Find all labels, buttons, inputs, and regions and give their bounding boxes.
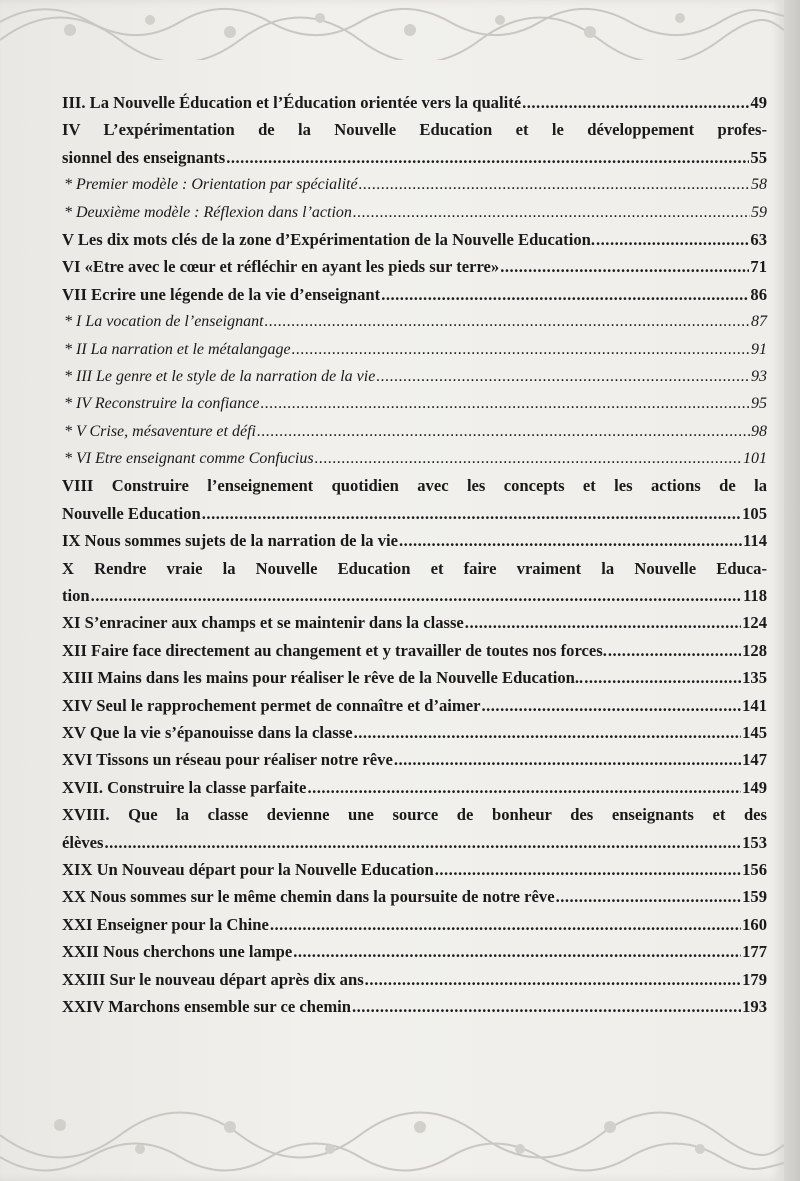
toc-entry-title: VI «Etre avec le cœur et réfléchir en ayant les pieds sur terre» xyxy=(62,257,500,277)
toc-page-number: 124 xyxy=(742,613,767,633)
dot-leader xyxy=(257,418,750,445)
toc-entry xyxy=(62,664,767,691)
toc-subentry xyxy=(62,308,767,335)
toc-entry-title: élèves xyxy=(62,832,104,852)
page-edge xyxy=(784,0,800,1181)
dot-leader xyxy=(270,911,741,938)
toc-page-number: 98 xyxy=(751,422,767,440)
dot-leader xyxy=(315,445,742,472)
table-of-contents xyxy=(62,89,767,1020)
dot-leader xyxy=(481,692,741,719)
toc-page-number: 49 xyxy=(750,93,767,112)
toc-entry-title: IV L’expérimentation de la Nouvelle Education et le développement profes- xyxy=(62,120,767,140)
dot-leader xyxy=(91,582,742,609)
dot-leader xyxy=(265,308,750,335)
toc-page-number: 59 xyxy=(751,203,767,221)
toc-entry-title: V Les dix mots clés de la zone d’Expérimentation de la Nouvelle Education. xyxy=(62,229,595,249)
toc-entry-title: Nouvelle Education xyxy=(62,503,201,523)
dot-leader xyxy=(584,664,741,691)
toc-page-number: 91 xyxy=(751,340,767,358)
toc-entry-title: sionnel des enseignants xyxy=(62,147,226,167)
toc-entry xyxy=(62,226,767,253)
toc-entry-title: XX Nous sommes sur le même chemin dans la poursuite de notre rêve xyxy=(62,887,555,907)
toc-entry-title: XIII Mains dans les mains pour réaliser le rêve de la Nouvelle Education.. xyxy=(62,668,584,688)
toc-entry xyxy=(62,801,767,828)
toc-page-number: 105 xyxy=(742,503,767,523)
dot-leader xyxy=(596,226,749,253)
toc-entry xyxy=(62,637,767,664)
toc-page-number: 153 xyxy=(742,832,767,852)
toc-entry xyxy=(62,746,767,773)
toc-entry-title: XVI Tissons un réseau pour réaliser notre rêve xyxy=(62,750,393,770)
toc-entry-title: * IV Reconstruire la confiance xyxy=(64,395,260,413)
toc-page-number: 156 xyxy=(742,859,767,879)
toc-subentry xyxy=(62,445,767,472)
toc-entry xyxy=(62,883,767,910)
toc-subentry xyxy=(62,199,767,226)
toc-entry xyxy=(62,555,767,582)
dot-leader xyxy=(365,966,741,993)
toc-entry xyxy=(62,281,767,308)
dot-leader xyxy=(353,199,750,226)
toc-page-number: 177 xyxy=(742,942,767,962)
toc-entry-title: * Deuxième modèle : Réflexion dans l’action xyxy=(64,203,352,221)
toc-entry xyxy=(62,829,767,856)
toc-entry xyxy=(62,527,767,554)
toc-entry-title: * II La narration et le métalangage xyxy=(64,340,291,358)
toc-page-number: 160 xyxy=(742,914,767,934)
dot-leader xyxy=(226,144,749,171)
toc-entry-title: * III Le genre et le style de la narration de la vie xyxy=(64,367,376,385)
toc-entry-title: * Premier modèle : Orientation par spécialité xyxy=(64,176,358,194)
toc-entry-title: XIX Un Nouveau départ pour la Nouvelle Education xyxy=(62,859,434,879)
toc-entry xyxy=(62,966,767,993)
toc-page-number: 71 xyxy=(750,257,767,277)
toc-page-number: 63 xyxy=(750,229,767,249)
dot-leader xyxy=(465,609,741,636)
toc-entry-title: tion xyxy=(62,586,90,606)
dot-leader xyxy=(394,746,741,773)
toc-page-number: 86 xyxy=(750,284,767,304)
toc-entry xyxy=(62,582,767,609)
dot-leader xyxy=(522,89,749,116)
toc-entry-title: III. La Nouvelle Éducation et l’Éducation orientée vers la qualité xyxy=(62,93,522,112)
toc-page-number: 179 xyxy=(742,969,767,989)
toc-page-number: 118 xyxy=(743,586,767,606)
toc-entry-title: X Rendre vraie la Nouvelle Education et faire vraiment la Nouvelle Educa- xyxy=(62,558,767,578)
dot-leader xyxy=(376,363,750,390)
dot-leader xyxy=(104,829,741,856)
toc-entry-title: XI S’enraciner aux champs et se maintenir dans la classe xyxy=(62,613,464,633)
toc-page-number: 58 xyxy=(751,176,767,194)
toc-entry xyxy=(62,253,767,280)
dot-leader xyxy=(556,883,742,910)
toc-page-number: 114 xyxy=(743,531,767,551)
toc-entry-title: VII Ecrire une légende de la vie d’enseignant xyxy=(62,284,381,304)
toc-page-number: 101 xyxy=(743,450,767,468)
toc-entry xyxy=(62,993,767,1020)
toc-page-number: 128 xyxy=(742,640,767,660)
toc-page-number: 159 xyxy=(742,887,767,907)
toc-entry xyxy=(62,938,767,965)
dot-leader xyxy=(307,774,741,801)
toc-entry xyxy=(62,472,767,499)
toc-entry-title: XVII. Construire la classe parfaite xyxy=(62,777,307,797)
toc-entry-title: IX Nous sommes sujets de la narration de la vie xyxy=(62,531,399,551)
toc-entry xyxy=(62,89,767,116)
toc-entry xyxy=(62,856,767,883)
dot-leader xyxy=(399,527,742,554)
toc-entry xyxy=(62,500,767,527)
toc-page-number: 93 xyxy=(751,367,767,385)
toc-entry-title: XII Faire face directement au changement et y travailler de toutes nos forces. xyxy=(62,640,607,660)
toc-subentry xyxy=(62,363,767,390)
dot-leader xyxy=(202,500,741,527)
toc-page-number: 87 xyxy=(751,313,767,331)
toc-entry-title: XV Que la vie s’épanouisse dans la classe xyxy=(62,722,353,742)
toc-entry-title: * I La vocation de l’enseignant xyxy=(64,313,264,331)
toc-page-number: 141 xyxy=(742,695,767,715)
top-ornament-border xyxy=(0,0,784,60)
toc-entry-title: XXI Enseigner pour la Chine xyxy=(62,914,269,934)
toc-entry xyxy=(62,911,767,938)
toc-entry xyxy=(62,719,767,746)
dot-leader xyxy=(354,719,742,746)
dot-leader xyxy=(293,938,741,965)
toc-entry-title: VIII Construire l’enseignement quotidien avec les concepts et les actions de la xyxy=(62,476,767,496)
dot-leader xyxy=(359,171,750,198)
toc-entry xyxy=(62,692,767,719)
toc-page-number: 145 xyxy=(742,722,767,742)
toc-entry xyxy=(62,144,767,171)
toc-page-number: 95 xyxy=(751,395,767,413)
toc-subentry xyxy=(62,390,767,417)
toc-subentry xyxy=(62,418,767,445)
toc-entry xyxy=(62,774,767,801)
dot-leader xyxy=(435,856,741,883)
toc-entry-title: XXIII Sur le nouveau départ après dix ans xyxy=(62,969,364,989)
dot-leader xyxy=(261,390,750,417)
dot-leader xyxy=(608,637,741,664)
toc-subentry xyxy=(62,171,767,198)
toc-entry-title: * V Crise, mésaventure et défi xyxy=(64,422,256,440)
toc-entry xyxy=(62,609,767,636)
dot-leader xyxy=(352,993,741,1020)
toc-entry-title: * VI Etre enseignant comme Confucius xyxy=(64,450,314,468)
dot-leader xyxy=(292,336,750,363)
dot-leader xyxy=(381,281,749,308)
toc-page-number: 193 xyxy=(742,996,767,1016)
toc-page-number: 135 xyxy=(742,668,767,688)
toc-entry xyxy=(62,116,767,143)
toc-entry-title: XXIV Marchons ensemble sur ce chemin xyxy=(62,996,351,1016)
toc-entry-title: XXII Nous cherchons une lampe xyxy=(62,942,293,962)
toc-page-number: 147 xyxy=(742,750,767,770)
toc-entry-title: XVIII. Que la classe devienne une source de bonheur des enseignants et des xyxy=(62,805,767,825)
bottom-ornament-border xyxy=(0,1105,784,1181)
toc-page-number: 149 xyxy=(742,777,767,797)
toc-entry-title: XIV Seul le rapprochement permet de connaître et d’aimer xyxy=(62,695,481,715)
toc-page-number: 55 xyxy=(750,147,767,167)
dot-leader xyxy=(500,253,749,280)
toc-subentry xyxy=(62,336,767,363)
